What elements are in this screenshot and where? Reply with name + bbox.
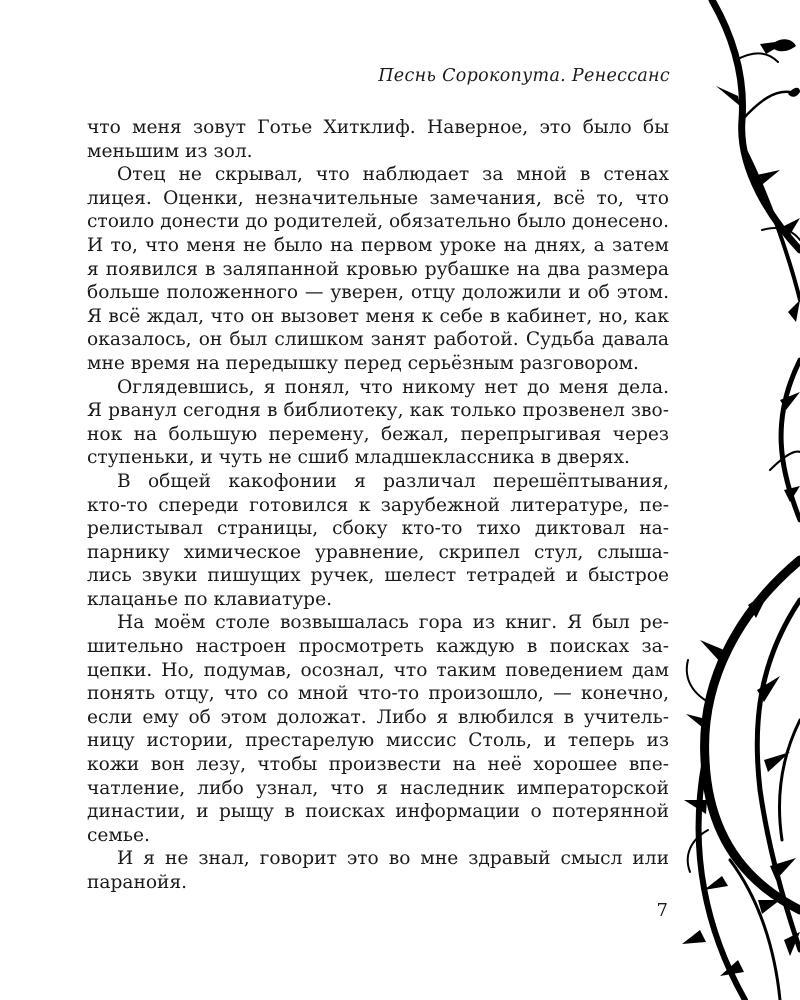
- text-line: лись звуки пишущих ручек, шелест тетрадей и быстрое: [87, 565, 669, 587]
- text-line: меньшим из зол.: [87, 140, 253, 162]
- text-line: клацанье по клавиатуре.: [87, 588, 332, 610]
- text-line: шительно настроен просмотреть каждую в поисках за-: [87, 636, 669, 658]
- text-line: релистывал страницы, сбоку кто-то тихо диктовал на-: [87, 518, 669, 540]
- text-line: И то, что меня не было на первом уроке на днях, а затем: [87, 234, 669, 256]
- text-line: ступеньки, и чуть не сшиб младшеклассника в дверях.: [87, 447, 630, 469]
- text-line: кто-то спереди готовился к зарубежной литературе, пе-: [87, 494, 669, 516]
- text-line: династии, и рыщу в поисках информации о потерянной: [87, 801, 669, 823]
- paragraph-5: [87, 611, 669, 847]
- text-line: чатление, либо узнал, что я наследник императорской: [87, 777, 669, 799]
- page-number: 7: [656, 900, 668, 921]
- text-line: Отец не скрывал, что наблюдает за мной в стенах: [117, 164, 669, 186]
- text-line: цепки. Но, подумав, осознал, что таким поведением дам: [87, 659, 669, 681]
- text-line: паранойя.: [87, 872, 188, 893]
- paragraph-4: [87, 470, 669, 612]
- text-line: больше положенного — уверен, отцу доложили и об этом.: [87, 282, 669, 304]
- text-line: нок на большую перемену, бежал, перепрыгивая через: [87, 423, 669, 445]
- text-line: я появился в заляпанной кровью рубашке на два размера: [87, 258, 669, 280]
- text-line: оказалось, он был слишком занят работой. Судьба давала: [87, 329, 669, 351]
- chapter-text: [87, 116, 669, 895]
- text-line: На моём столе возвышалась гора из книг. Я был ре-: [117, 612, 669, 634]
- text-line: Оглядевшись, я понял, что никому нет до меня дела.: [117, 376, 669, 398]
- text-line: мне время на передышку перед серьёзным разговором.: [87, 352, 639, 374]
- paragraph-2: [87, 163, 669, 375]
- text-line: В общей какофонии я различал перешёптывания,: [117, 470, 669, 492]
- text-line: Я всё ждал, что он вызовет меня к себе в кабинет, но, как: [87, 305, 669, 327]
- text-line: кожи вон лезу, чтобы произвести на неё хорошее впе-: [87, 754, 669, 776]
- text-line: Я рванул сегодня в библиотеку, как только прозвенел зво-: [87, 400, 669, 422]
- text-line: семье.: [87, 824, 150, 846]
- text-line: лицея. Оценки, незначительные замечания, всё то, что: [87, 187, 669, 209]
- text-line: И я не знал, говорит это во мне здравый смысл или: [117, 848, 669, 870]
- running-title: Песнь Сорокопута. Ренессанс: [378, 66, 670, 86]
- text-line: ницу истории, престарелую миссис Столь, и теперь из: [87, 730, 669, 752]
- paragraph-1: [87, 116, 669, 163]
- text-line: если ему об этом доложат. Либо я влюбился в учитель-: [87, 706, 669, 728]
- text-line: понять отцу, что со мной что-то произошло, — конечно,: [87, 683, 669, 705]
- paragraph-6: [87, 847, 669, 894]
- text-line: парнику химическое уравнение, скрипел стул, слыша-: [87, 541, 669, 563]
- text-line: что меня зовут Готье Хитклиф. Наверное, это было бы: [87, 117, 669, 138]
- text-line: стоило донести до родителей, обязательно было донесено.: [87, 211, 669, 233]
- paragraph-3: [87, 376, 669, 470]
